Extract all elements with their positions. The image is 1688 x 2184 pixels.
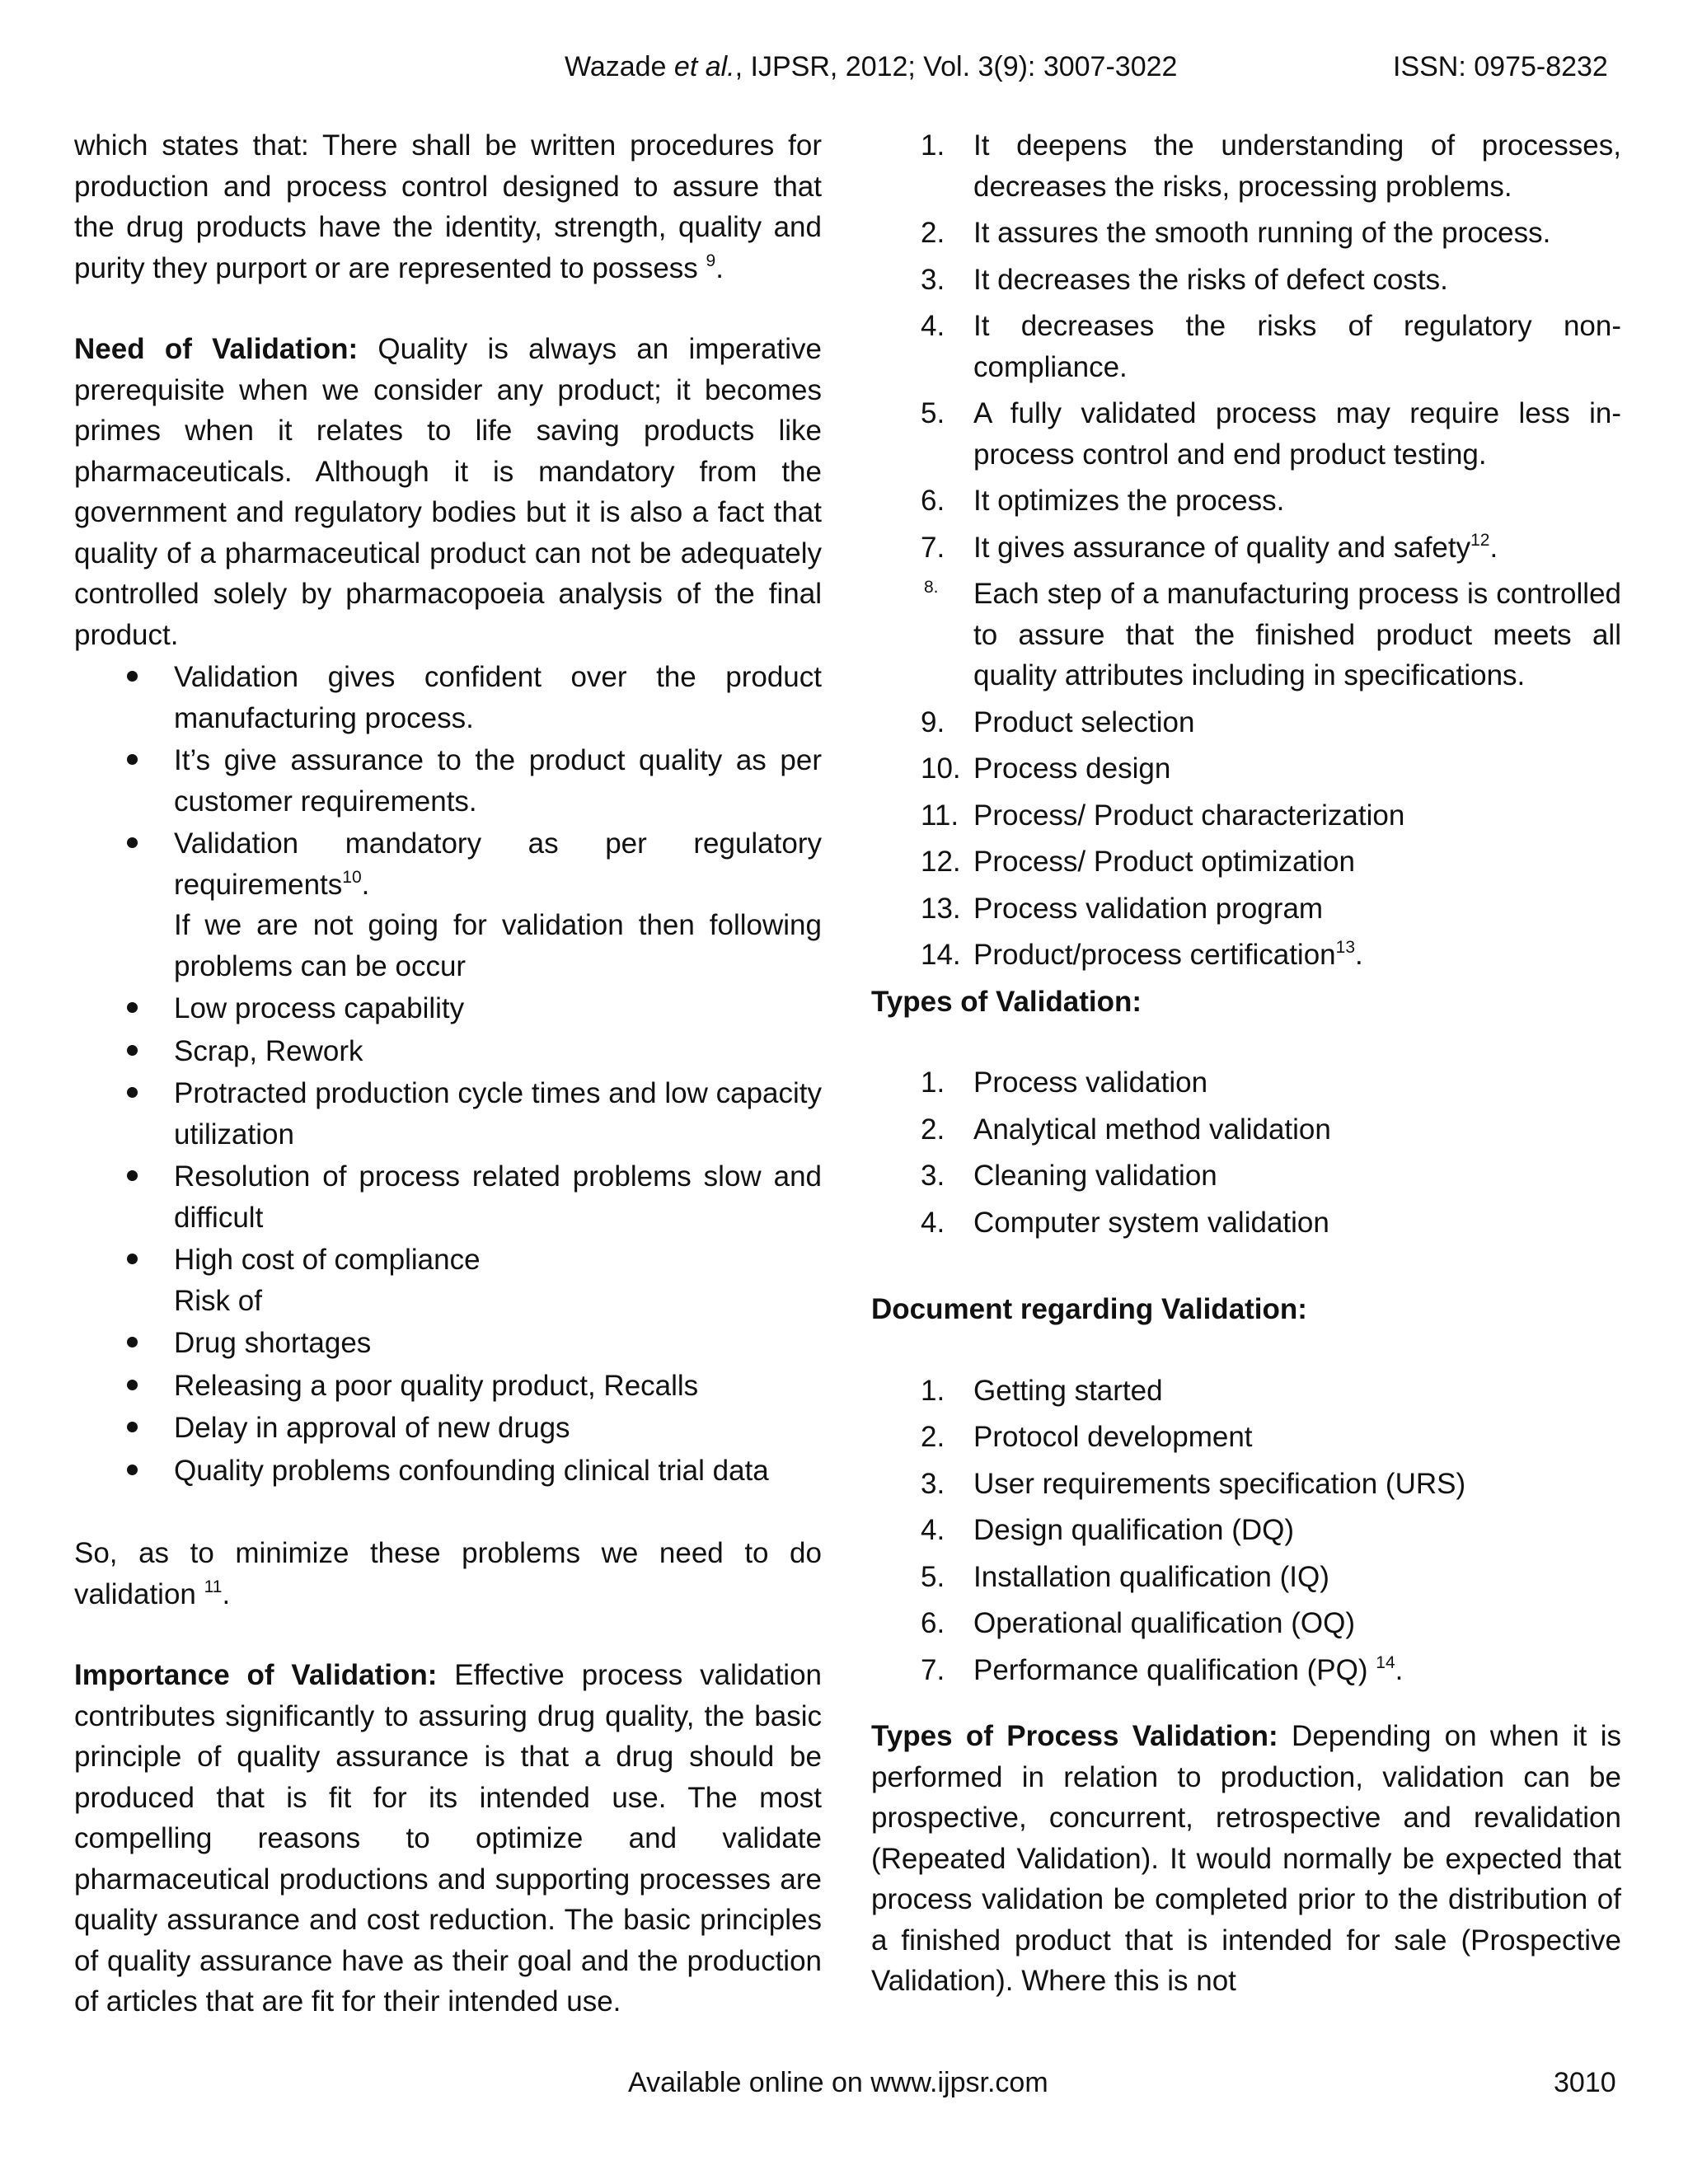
list-item (74, 1451, 822, 1492)
list-item (74, 1323, 822, 1364)
ref-14: 14 (1376, 1652, 1395, 1672)
list-item (871, 1603, 1621, 1644)
list-item: Validation mandatory as per regulatory requirements$^{10}$. If we are not going for validation then following problems can be occur (74, 823, 822, 987)
item-number: 9. (921, 705, 945, 738)
docs-list (871, 1371, 1621, 1691)
item-number: 10. (921, 752, 961, 785)
item-number: 12. (921, 846, 961, 878)
list-item (871, 1202, 1621, 1244)
item-text: A fully validated process may require less in-process control and end product testing. (973, 397, 1621, 471)
need-heading: Need of Validation: (74, 333, 359, 365)
list-item (871, 574, 1621, 696)
item-text: It decreases the risks of regulatory non-compliance. (973, 310, 1621, 383)
right-column (871, 125, 1621, 2002)
list-item (871, 1109, 1621, 1151)
types-heading: Types of Validation: (871, 985, 1142, 1018)
list-item (871, 888, 1621, 930)
importance-heading: Importance of Validation: (74, 1659, 438, 1691)
list-item: 7. It gives assurance of quality and safety$^{12}$. (871, 527, 1621, 569)
list-item (74, 1408, 822, 1449)
item-number: 1. (921, 1374, 945, 1407)
list-item (871, 480, 1621, 522)
item-number: 8. (924, 578, 939, 597)
list-item (74, 988, 822, 1029)
item-text: Design qualification (DQ) (973, 1514, 1295, 1546)
ref-11: 11 (204, 1577, 223, 1596)
item-number: 2. (921, 217, 945, 249)
item-number: 3. (921, 1467, 945, 1500)
process-text: Depending on when it is performed in relation to production, validation can be prospective, concurrent, retrospective and revalidation (Repeated Validation). It would normally be expected that process validation be completed prior to the distribution of a finished product that is intended for sale (Prospective Validation). Where this is not (871, 1720, 1621, 1997)
list-item (74, 1156, 822, 1238)
list-item (74, 740, 822, 822)
authors: Wazade (565, 51, 667, 82)
item-text: It decreases the risks of defect costs. (973, 263, 1448, 296)
bullet-text: It’s give assurance to the product quality as per customer requirements. (174, 744, 822, 818)
item-text: It gives assurance of quality and safety (973, 531, 1471, 564)
item-number: 11. (921, 799, 959, 832)
item-number: 1. (921, 1066, 945, 1099)
list-item (871, 1371, 1621, 1412)
types-list (871, 1062, 1621, 1243)
item-text: Cleaning validation (973, 1160, 1217, 1192)
importance-text: Effective process validation contributes significantly to assuring drug quality, the basic principle of quality assurance is that a drug should be produced that is fit for its intended use. The most compelling reasons to optimize and validate pharmaceutical productions and supporting processes are quality assurance and cost reduction. The basic principles of quality assurance have as their goal and the production of articles that are fit for their intended use. (74, 1659, 822, 2018)
bullet-text: Scrap, Rework (174, 1034, 363, 1067)
bullet-text: Delay in approval of new drugs (174, 1412, 570, 1444)
item-text: Product selection (973, 705, 1195, 738)
item-text: Analytical method validation (973, 1113, 1331, 1146)
bullet-text: Quality problems confounding clinical trial data (174, 1454, 769, 1487)
list-item (74, 1240, 822, 1321)
list-item: 7. Performance qualification (PQ) $^{14}$. (871, 1650, 1621, 1691)
item-text: Process validation program (973, 892, 1324, 925)
list-item (871, 306, 1621, 387)
item-text: User requirements specification (URS) (973, 1467, 1466, 1500)
list-item (871, 1062, 1621, 1104)
citation (565, 51, 1177, 83)
bullet-text: Resolution of process related problems slow and difficult (174, 1160, 822, 1234)
bullet-text: Validation mandatory as per regulatory requirements (174, 827, 822, 901)
bullet-text: Validation gives confident over the product manufacturing process. (174, 661, 822, 734)
item-number: 14. (921, 939, 961, 971)
item-number: 5. (921, 397, 945, 429)
list-item (74, 1366, 822, 1407)
bullet-continuation: If we are not going for validation then following problems can be occur (174, 909, 822, 982)
minimize-paragraph: So, as to minimize these problems we need to do validation $^{11}$. (74, 1537, 822, 1610)
list-item (871, 1510, 1621, 1551)
item-number: 3. (921, 263, 945, 296)
item-text: Process design (973, 752, 1171, 785)
bullet-text: Low process capability (174, 992, 465, 1024)
list-item (871, 795, 1621, 837)
list-item (74, 657, 822, 738)
item-number: 3. (921, 1160, 945, 1192)
item-number: 2. (921, 1113, 945, 1146)
docs-heading: Document regarding Validation: (871, 1293, 1307, 1325)
bullet-text: Protracted production cycle times and low capacity utilization (174, 1077, 822, 1151)
item-number: 5. (921, 1560, 945, 1593)
list-item (871, 260, 1621, 301)
list-item (871, 841, 1621, 883)
item-text: Protocol development (973, 1421, 1253, 1453)
item-text: Installation qualification (IQ) (973, 1560, 1329, 1593)
page-footer (0, 2067, 1688, 2107)
item-number: 7. (921, 531, 945, 564)
item-number: 6. (921, 485, 945, 517)
item-number: 1. (921, 129, 945, 162)
list-item (74, 1073, 822, 1155)
footer-url: Available online on www.ijpsr.com (628, 2067, 1048, 2098)
item-text: Getting started (973, 1374, 1163, 1407)
page-header (0, 51, 1688, 91)
item-text: Product/process certification (973, 939, 1336, 971)
left-column (74, 125, 822, 2022)
journal-info: , IJPSR, 2012; Vol. 3(9): 3007-3022 (734, 51, 1178, 82)
item-number: 13. (921, 892, 961, 925)
ref-13: 13 (1335, 938, 1355, 957)
list-item (74, 1031, 822, 1072)
item-number: 4. (921, 1514, 945, 1546)
list-item (871, 393, 1621, 475)
et-al: et al. (673, 51, 735, 82)
item-text: It deepens the understanding of processes, decreases the risks, processing problems. (973, 129, 1621, 203)
list-item (871, 1417, 1621, 1458)
minimize-text: So, as to minimize these problems we need to do validation (74, 1537, 822, 1610)
ref-9: 9 (706, 251, 716, 270)
benefits-list (871, 125, 1621, 976)
item-text: Operational qualification (OQ) (973, 1607, 1355, 1639)
risk-of-label: Risk of (174, 1284, 262, 1317)
list-item (871, 125, 1621, 207)
process-validation-paragraph (871, 1716, 1621, 2002)
process-heading: Types of Process Validation: (871, 1720, 1278, 1752)
need-bullets (74, 657, 822, 1491)
page-number: 3010 (1554, 2067, 1616, 2098)
ref-10: 10 (342, 867, 362, 887)
item-number: 6. (921, 1607, 945, 1639)
item-text: Process validation (973, 1066, 1208, 1099)
item-number: 4. (921, 1206, 945, 1239)
ref-12: 12 (1470, 530, 1490, 550)
item-text: Process/ Product optimization (973, 846, 1355, 878)
list-item (871, 702, 1621, 743)
list-item: 14. Product/process certification$^{13}$. (871, 935, 1621, 976)
item-text: It optimizes the process. (973, 485, 1285, 517)
issn: ISSN: 0975-8232 (1393, 51, 1608, 82)
need-paragraph (74, 329, 822, 655)
item-text: Computer system validation (973, 1206, 1329, 1239)
bullet-text: Releasing a poor quality product, Recalls (174, 1369, 699, 1402)
list-item (871, 1155, 1621, 1197)
intro-paragraph: which states that: There shall be written procedures for production and process control designed to assure that the drug products have the identity, strength, quality and purity they purport or are represented to possess $^9$. (74, 129, 822, 284)
item-text: Process/ Product characterization (973, 799, 1405, 832)
item-text: It assures the smooth running of the process. (973, 217, 1551, 249)
bullet-text: Drug shortages (174, 1327, 372, 1359)
list-item (871, 213, 1621, 254)
item-number: 7. (921, 1653, 945, 1686)
item-text: Performance qualification (PQ) (973, 1653, 1368, 1686)
intro-text: which states that: There shall be written procedures for production and process control designed to assure that the drug products have the identity, strength, quality and purity they purport or are represented to possess (74, 129, 822, 284)
list-item (871, 748, 1621, 790)
need-text: Quality is always an imperative prerequisite when we consider any product; it becomes primes when it relates to life saving products like pharmaceuticals. Although it is mandatory from the government and regulatory bodies but it is also a fact that quality of a pharmaceutical product can not be adequately controlled solely by pharmacopoeia analysis of the final product. (74, 333, 822, 651)
item-number: 2. (921, 1421, 945, 1453)
bullet-text: High cost of compliance (174, 1244, 481, 1276)
item-number: 4. (921, 310, 945, 342)
list-item (871, 1464, 1621, 1505)
list-item (871, 1557, 1621, 1598)
importance-paragraph (74, 1655, 822, 2022)
item-text: Each step of a manufacturing process is controlled to assure that the finished product meets all quality attributes including in specifications. (973, 578, 1621, 691)
